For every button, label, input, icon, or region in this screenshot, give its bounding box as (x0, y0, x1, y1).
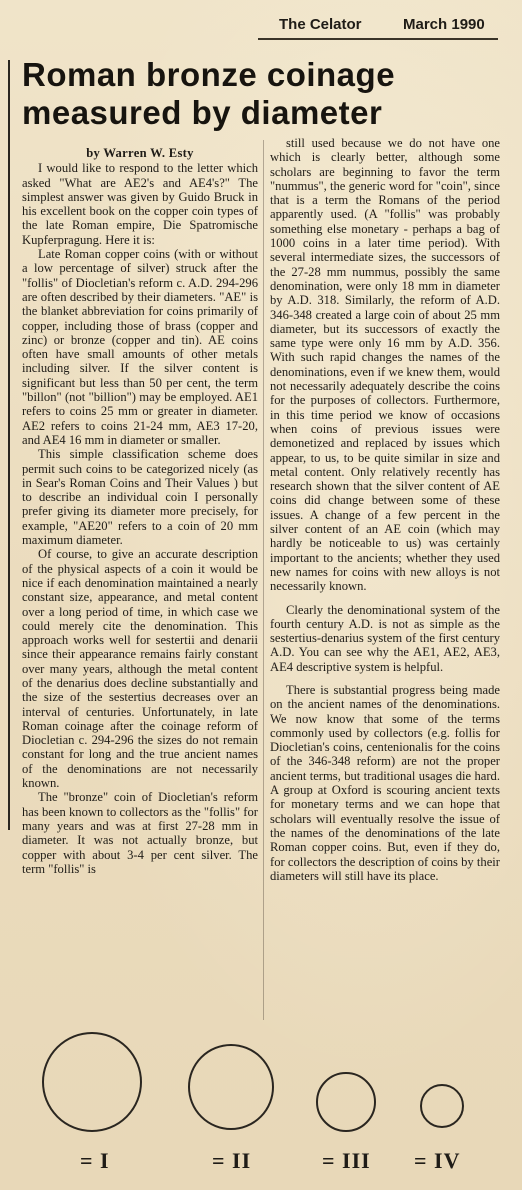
coin-label-ae1: = I (80, 1148, 110, 1173)
paragraph: still used because we do not have one which is clearly better, although some scholars are beginning to favor the term "nummus", the generic word for "coin", since that is a term the Romans of the period apparently used. (A "follis" was probably something else monetary - perhaps a bag of 1000 coins in a later time period). With several intermediate sizes, the successors of the 27-28 mm nummus, possibly the same denomination, were only 18 mm in diameter by A.D. 318. Similarly, the reform of A.D. 346-348 created a large coin of about 25 mm diameter, but its successors of exactly the same type were only 16 mm by A.D. 356. With such rapid changes the names of the denominations, even if we knew them, would not necessarily adequately describe the coins for the purposes of collectors. Furthermore, in this time period we know of occasions when coins of previous issues were demonetized and replaced by issues which appear, to us, to be quite similar in size and metal content. Only relatively recently has research shown that the silver content of AE coins did change between some of these issues. A change of a few percent in the silver content of an AE coin (which may hardly be noticeable to us) was certainly important to the ancients; whether they used new names for coins with new alloys is not necessarily known. (270, 136, 500, 594)
paragraph: Of course, to give an accurate description of the physical aspects of a coin it would be nice if each denomination maintained a nearly constant size, appearance, and metal content over a long period of time, in which case we could merely cite the denomination. This approach works well for sestertii and denarii since their appearance remains fairly constant over many years, although the metal content of the denarius does decline substantially and the size of the sestertius decreases over an interval of centuries. Unfortunately, in late Roman coinage after the coinage reform of Diocletian c. 294-296 the sizes do not remain constant for long and the true ancient names of the denominations are not necessarily known. (22, 547, 258, 791)
coin-size-illustration (0, 1028, 522, 1178)
coin-ae1-circle (42, 1032, 142, 1132)
article-column-left (22, 146, 258, 876)
paragraph: Clearly the denominational system of the fourth century A.D. is not as simple as the sestertius-denarius system of the first century A.D. You can see why the AE1, AE2, AE3, AE4 descriptive system is helpful. (270, 602, 500, 674)
column-border (8, 60, 10, 830)
publication-name: The Celator (279, 16, 362, 33)
coin-label-ae2: = II (212, 1148, 252, 1173)
header-rule (258, 38, 498, 40)
paragraph: Late Roman copper coins (with or without a low percentage of silver) struck after the "follis" of Diocletian's reform c. A.D. 294-296 are often described by their diameters. "AE" is the blanket abbreviation for coins primarily of copper, including those of brass (copper and zinc) or bronze (copper and tin). AE coins often have small amounts of other metals including silver. If the silver content is significant but less than 50 per cent, the term "billon" (not "billion") may be employed. AE1 refers to coins 25 mm or greater in diameter. AE2 refers to coins 21-24 mm, AE3 17-20, and AE4 16 mm in diameter or smaller. (22, 247, 258, 447)
paragraph: There is substantial progress being made on the ancient names of the denominations. We now know that some of the terms commonly used by collectors (e.g. follis for Diocletian's coins, centenionalis for the coins of the 346-348 reform) are not the proper ancient terms, but traditional usages die hard. A group at Oxford is scouring ancient texts for monetary terms and we can hope that scholars will eventually resolve the issue of the names of the denominations of the late Roman copper coins. But, even if they do, for collectors the description of coins by their diameters will still have its place. (270, 682, 500, 883)
page-header (0, 14, 522, 40)
coin-ae2-circle (188, 1044, 274, 1130)
paragraph: I would like to respond to the letter which asked "What are AE2's and AE4's?" The simplest answer was given by Guido Bruck in his excellent book on the copper coin types of the late Roman empire, Die Spatromische Kupferpragung. Here it is: (22, 161, 258, 247)
issue-date: March 1990 (403, 16, 485, 33)
article-column-right (270, 136, 500, 883)
coin-label-ae3: = III (322, 1148, 371, 1173)
coin-ae4-circle (420, 1084, 464, 1128)
article-byline: by Warren W. Esty (86, 146, 194, 160)
column-divider (263, 140, 264, 1020)
coin-ae3-circle (316, 1072, 376, 1132)
coin-label-ae4: = IV (414, 1148, 461, 1173)
article-headline: Roman bronze coinage measured by diameter (22, 56, 396, 131)
paragraph: This simple classification scheme does permit such coins to be categorized nicely (as in Sear's Roman Coins and Their Values ) but to describe an individual coin I personally prefer giving its diameter more precisely, for example, "AE20" refers to a coin of 20 mm maximum diameter. (22, 447, 258, 548)
paragraph: The "bronze" coin of Diocletian's reform has been known to collectors as the "follis" for many years and was at first 27-28 mm in diameter. It was not actually bronze, but copper with about 3-4 per cent silver. The term "follis" is (22, 790, 258, 876)
